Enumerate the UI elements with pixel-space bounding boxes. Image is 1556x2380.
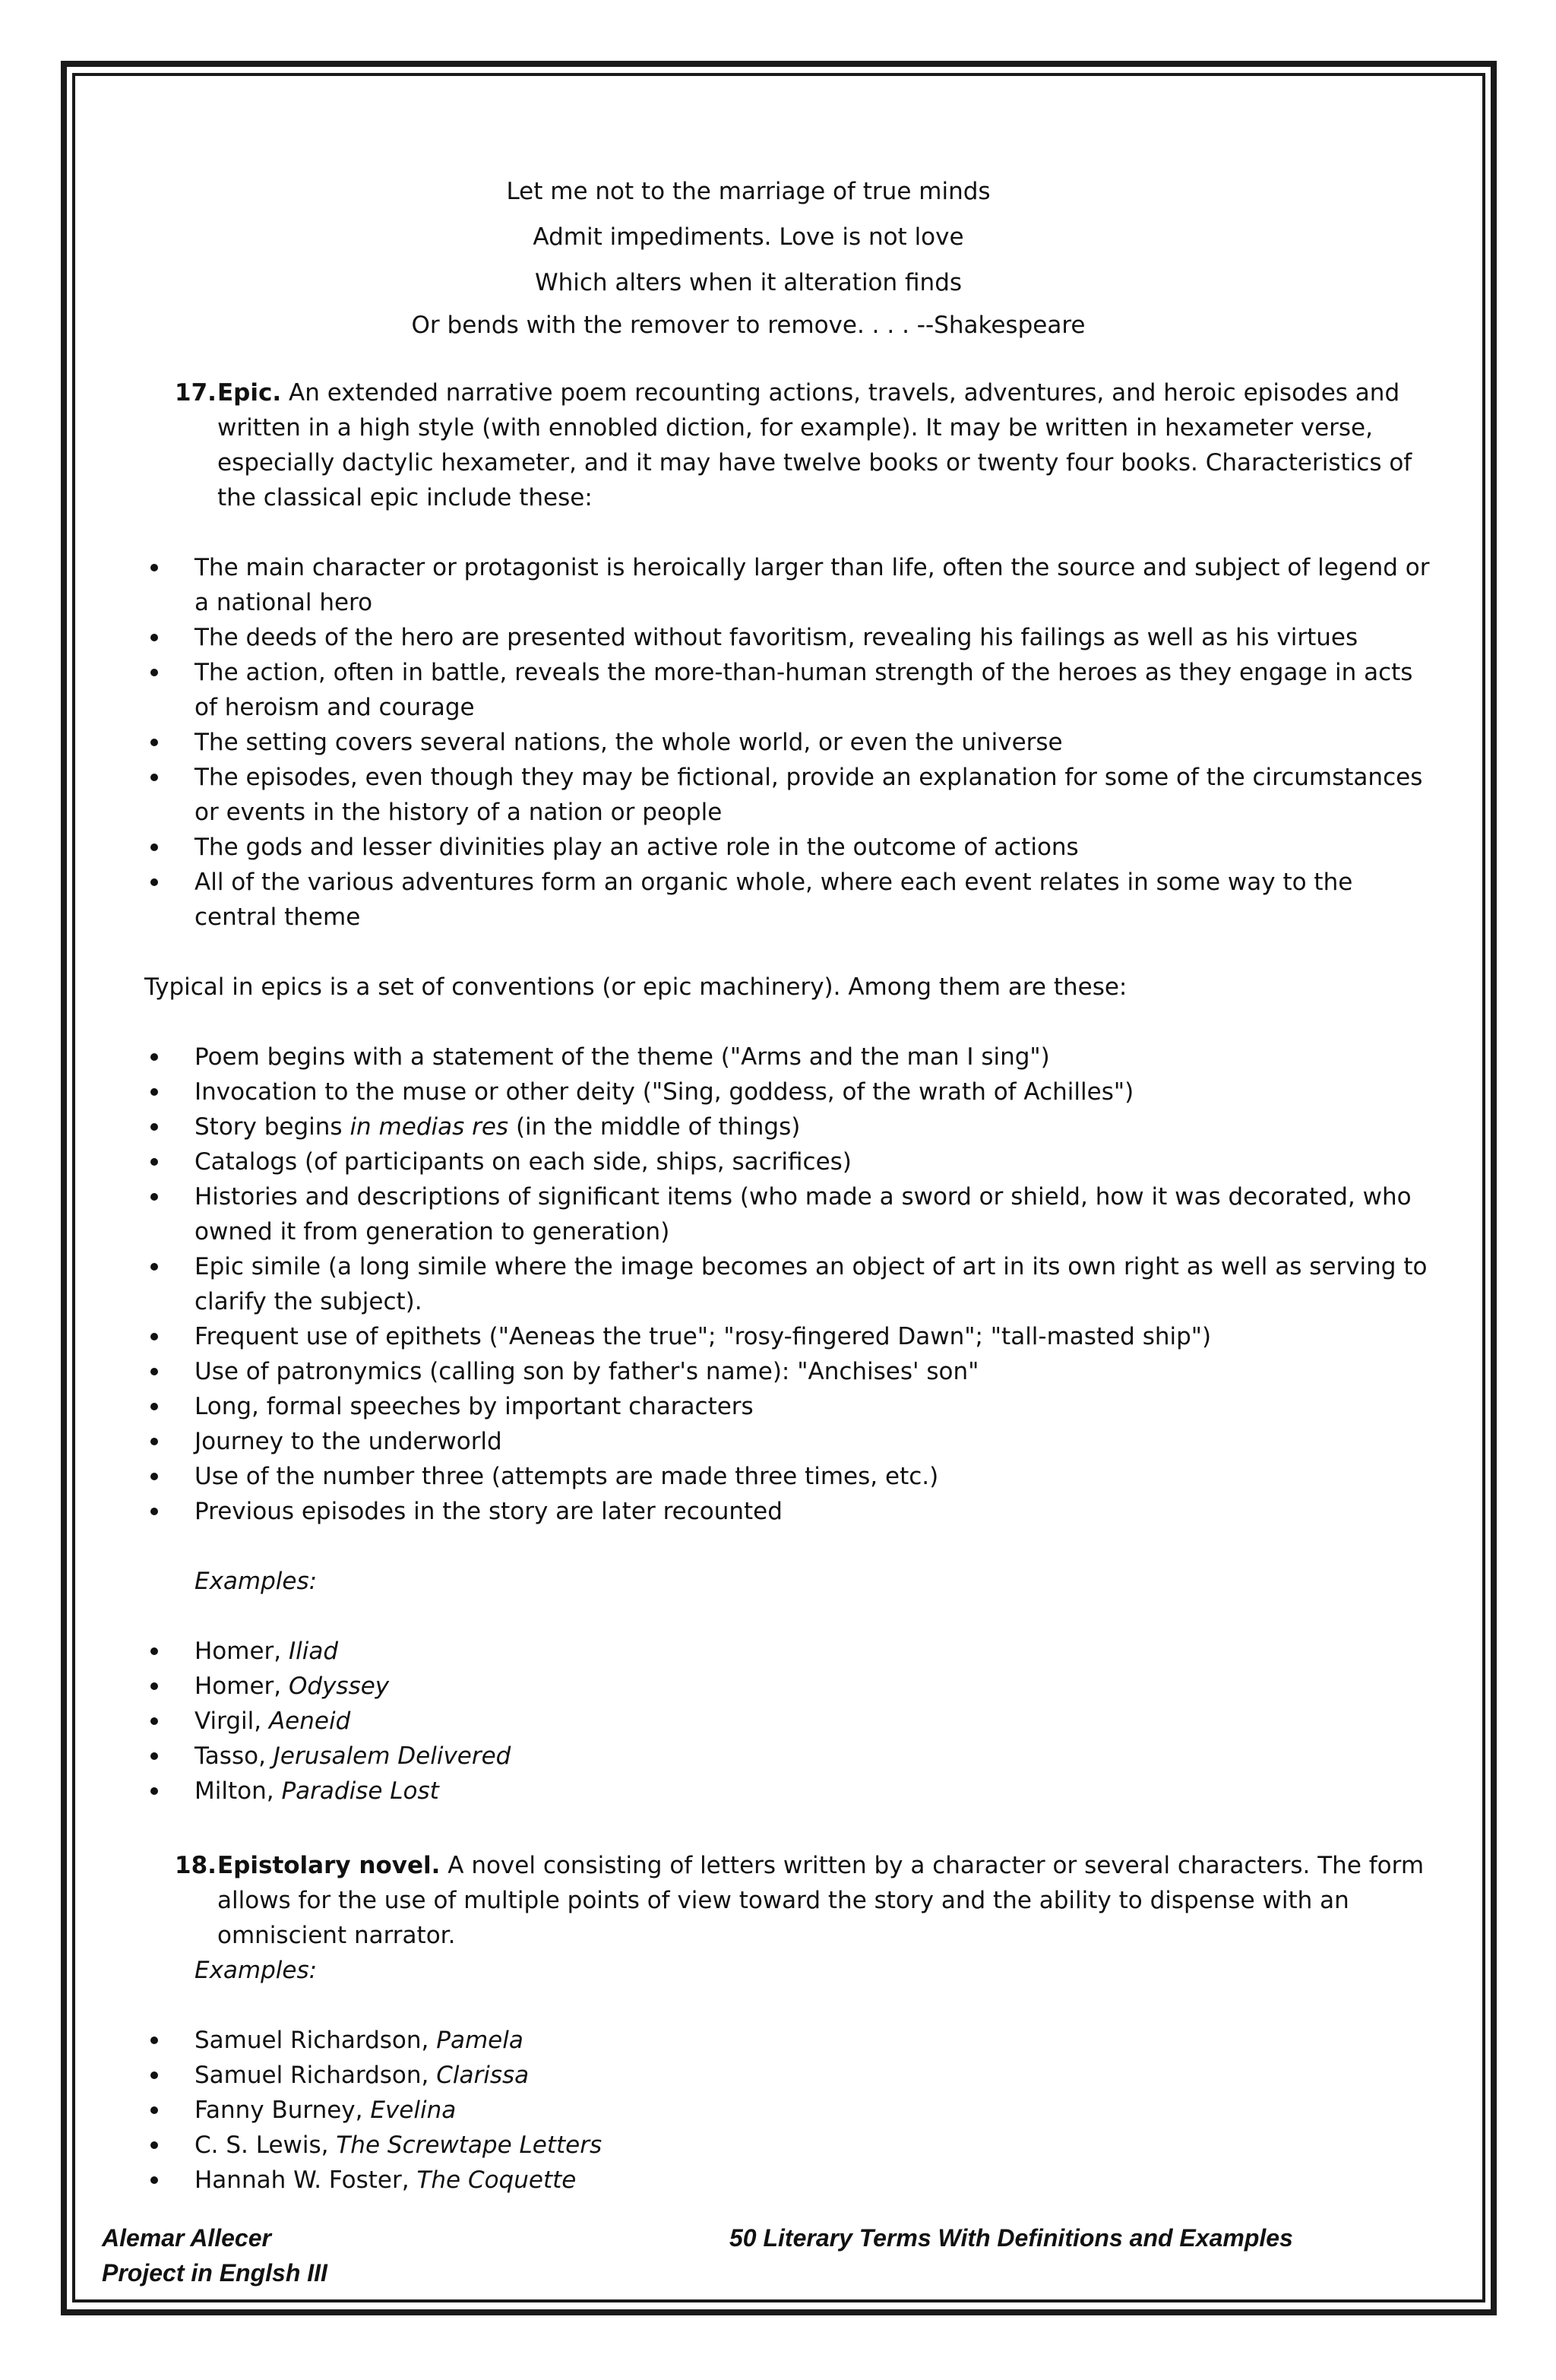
example-author: Samuel Richardson, <box>194 2027 437 2054</box>
bullet-icon <box>150 1717 158 1725</box>
list-item <box>144 655 1436 725</box>
list-item-text: Previous episodes in the story are later recounted <box>194 1498 783 1525</box>
term-name: Epic. <box>217 379 282 407</box>
bullet-icon <box>150 2071 158 2079</box>
list-item-text: Epic simile (a long simile where the image becomes an object of art in its own right as well as serving to clarify the subject). <box>194 1253 1428 1315</box>
list-item-text: Long, formal speeches by important characters <box>194 1393 754 1420</box>
list-item <box>144 1354 1436 1389</box>
list-item <box>144 2128 1436 2163</box>
examples-label: Examples: <box>194 1568 318 1595</box>
list-item-text: Use of the number three (attempts are made three times, etc.) <box>194 1463 939 1490</box>
example-author: Tasso, <box>194 1742 274 1770</box>
term-epic <box>144 375 1436 515</box>
list-item-text: The setting covers several nations, the whole world, or even the universe <box>194 729 1063 756</box>
list-item <box>144 2093 1436 2128</box>
list-item <box>144 865 1436 935</box>
list-item <box>144 1249 1436 1319</box>
list-item <box>144 1040 1436 1074</box>
list-item-text: (in the middle of things) <box>508 1113 801 1141</box>
example-author: Fanny Burney, <box>194 2097 371 2124</box>
list-item-text: Histories and descriptions of significant items (who made a sword or shield, how it was decorated, who owned it from generation to generation) <box>194 1183 1412 1245</box>
example-author: Homer, <box>194 1638 289 1665</box>
list-item <box>144 550 1436 620</box>
term-number: 17. <box>175 379 217 407</box>
bullet-icon <box>150 843 158 851</box>
shakespeare-quote <box>365 169 1132 345</box>
list-item <box>144 1494 1436 1529</box>
bullet-icon <box>150 564 158 571</box>
list-item <box>144 1319 1436 1354</box>
list-item <box>144 2058 1436 2093</box>
poem-line: Admit impediments. Love is not love <box>533 223 964 251</box>
conventions-intro: Typical in epics is a set of conventions (or epic machinery). Among them are these: <box>144 973 1127 1001</box>
bullet-icon <box>150 634 158 641</box>
epic-conventions-list <box>144 1040 1436 1529</box>
list-item <box>144 1074 1436 1109</box>
bullet-icon <box>150 669 158 676</box>
example-author: Milton, <box>194 1777 282 1805</box>
list-item-text: The main character or protagonist is heroically larger than life, often the source and subject of legend or a national hero <box>194 554 1430 616</box>
bullet-icon <box>150 1263 158 1271</box>
example-author: C. S. Lewis, <box>194 2132 337 2159</box>
list-item <box>144 760 1436 830</box>
example-author: Virgil, <box>194 1707 269 1735</box>
poem-line: Or bends with the remover to remove. . . . --Shakespeare <box>411 312 1086 339</box>
example-title: Jerusalem Delivered <box>273 1742 511 1770</box>
bullet-icon <box>150 2037 158 2044</box>
list-item <box>144 830 1436 865</box>
list-item <box>144 1669 1436 1704</box>
list-item <box>144 1459 1436 1494</box>
term-number: 18. <box>175 1852 217 1879</box>
page-content <box>144 169 1436 2198</box>
list-item <box>144 1774 1436 1809</box>
example-title: Pamela <box>436 2027 523 2054</box>
footer-author: Alemar Allecer <box>102 2224 271 2252</box>
list-item <box>144 1109 1436 1144</box>
footer-document-title: 50 Literary Terms With Definitions and Examples <box>729 2224 1293 2252</box>
list-item <box>144 1634 1436 1669</box>
poem-line: Let me not to the marriage of true minds <box>506 178 991 205</box>
list-item-emphasis: in medias res <box>349 1113 509 1141</box>
example-title: Evelina <box>370 2097 457 2124</box>
list-item <box>144 1144 1436 1179</box>
epistolary-examples-list <box>144 2023 1436 2198</box>
term-epistolary-novel <box>144 1848 1436 1953</box>
list-item-text: The episodes, even though they may be fictional, provide an explanation for some of the circumstances or events in the history of a nation or people <box>194 764 1423 826</box>
footer-author-block <box>102 2220 327 2290</box>
list-item <box>144 620 1436 655</box>
list-item-text: The deeds of the hero are presented without favoritism, revealing his failings as well as his virtues <box>194 624 1358 651</box>
examples-label: Examples: <box>194 1957 318 1984</box>
list-item-text: Use of patronymics (calling son by father's name): "Anchises' son" <box>194 1358 979 1385</box>
list-item <box>144 725 1436 760</box>
list-item <box>144 1424 1436 1459</box>
list-item-text: Frequent use of epithets ("Aeneas the true"; "rosy-fingered Dawn"; "tall-masted ship") <box>194 1323 1212 1350</box>
term-name: Epistolary novel. <box>217 1852 441 1879</box>
bullet-icon <box>150 2176 158 2184</box>
example-author: Hannah W. Foster, <box>194 2166 417 2194</box>
example-title: Paradise Lost <box>281 1777 439 1805</box>
epic-examples-list <box>144 1634 1436 1809</box>
bullet-icon <box>150 739 158 746</box>
bullet-icon <box>150 1473 158 1480</box>
bullet-icon <box>150 1752 158 1760</box>
list-item-text: The gods and lesser divinities play an active role in the outcome of actions <box>194 834 1079 861</box>
list-item-text: Poem begins with a statement of the theme ("Arms and the man I sing") <box>194 1043 1050 1071</box>
bullet-icon <box>150 1647 158 1655</box>
bullet-icon <box>150 878 158 886</box>
list-item-text: Journey to the underworld <box>194 1428 502 1455</box>
example-author: Homer, <box>194 1673 289 1700</box>
bullet-icon <box>150 774 158 781</box>
bullet-icon <box>150 1682 158 1690</box>
bullet-icon <box>150 1438 158 1445</box>
list-item <box>144 2023 1436 2058</box>
example-author: Samuel Richardson, <box>194 2062 437 2089</box>
bullet-icon <box>150 1368 158 1375</box>
bullet-icon <box>150 2106 158 2114</box>
list-item-text: Invocation to the muse or other deity ("Sing, goddess, of the wrath of Achilles") <box>194 1078 1134 1106</box>
example-title: Clarissa <box>436 2062 530 2089</box>
epic-characteristics-list <box>144 550 1436 935</box>
example-title: The Coquette <box>416 2166 577 2194</box>
list-item-text: All of the various adventures form an organic whole, where each event relates in some way to the central theme <box>194 869 1353 931</box>
bullet-icon <box>150 1123 158 1131</box>
list-item-text: The action, often in battle, reveals the more-than-human strength of the heroes as they engage in acts of heroism and courage <box>194 659 1413 721</box>
term-definition: An extended narrative poem recounting actions, travels, adventures, and heroic episodes and written in a high style (with ennobled diction, for example). It may be written in hexameter verse, especially dactylic hexameter, and it may have twelve books or twenty four books. Characteristics of the classical epic include these: <box>217 379 1412 511</box>
bullet-icon <box>150 1403 158 1410</box>
bullet-icon <box>150 1053 158 1061</box>
bullet-icon <box>150 2141 158 2149</box>
bullet-icon <box>150 1508 158 1515</box>
bullet-icon <box>150 1787 158 1795</box>
bullet-icon <box>150 1193 158 1201</box>
example-title: Iliad <box>289 1638 339 1665</box>
list-item-text: Story begins <box>194 1113 350 1141</box>
list-item <box>144 1179 1436 1249</box>
bullet-icon <box>150 1088 158 1096</box>
bullet-icon <box>150 1333 158 1340</box>
example-title: Odyssey <box>289 1673 390 1700</box>
list-item <box>144 1389 1436 1424</box>
list-item-text: Catalogs (of participants on each side, ships, sacrifices) <box>194 1148 852 1176</box>
list-item <box>144 1739 1436 1774</box>
list-item <box>144 2163 1436 2198</box>
poem-line: Which alters when it alteration finds <box>534 269 963 296</box>
example-title: The Screwtape Letters <box>336 2132 602 2159</box>
term-definition: A novel consisting of letters written by a character or several characters. The form allows for the use of multiple points of view toward the story and the ability to dispense with an omniscient narrator. <box>217 1852 1425 1949</box>
footer-project: Project in Englsh III <box>102 2259 327 2287</box>
bullet-icon <box>150 1158 158 1166</box>
list-item <box>144 1704 1436 1739</box>
example-title: Aeneid <box>268 1707 351 1735</box>
